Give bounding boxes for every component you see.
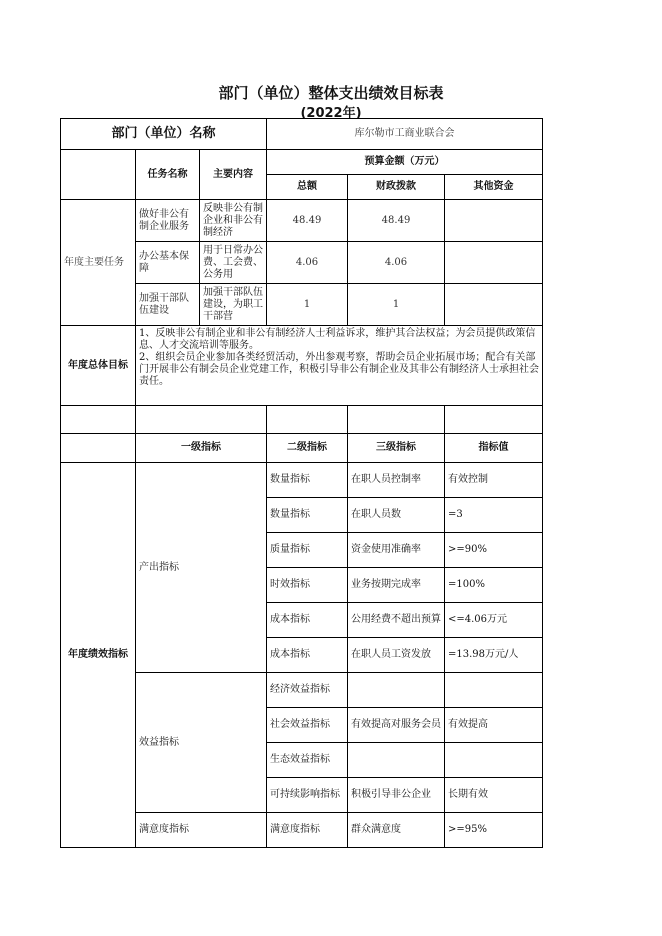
level3-cell [348, 673, 445, 708]
blank-cell [61, 406, 136, 434]
level3-cell: 资金使用准确率 [348, 533, 445, 568]
main-content-header: 主要内容 [200, 150, 267, 200]
performance-table [60, 118, 543, 848]
level2-cell: 数量指标 [267, 498, 348, 533]
overall-goal-text: 1、反映非公有制企业和非公有制经济人士利益诉求，维护其合法权益；为会员提供政策信息、人才交流培训等服务。 2、组织会员企业参加各类经贸活动，外出参观考察，帮助会员企业拓展市场；配合有关部门开展非公有制会员企业党建工作，积极引导非公有制企业及其非公有制经济人士承担社会责任。 [136, 326, 543, 406]
annual-task-label: 年度主要任务 [61, 200, 136, 326]
task-other [445, 242, 543, 284]
value-cell: <=4.06万元 [445, 603, 543, 638]
blank-row [61, 406, 543, 434]
level2-cell: 经济效益指标 [267, 673, 348, 708]
task-content: 用于日常办公费、工会费、公务用 [200, 242, 267, 284]
value-header: 指标值 [445, 434, 543, 463]
level1-satisfaction: 满意度指标 [136, 813, 267, 848]
value-cell: =100% [445, 568, 543, 603]
blank-cell [61, 434, 136, 463]
task-name: 加强干部队伍建设 [136, 284, 200, 326]
other-header: 其他资金 [445, 175, 543, 200]
level3-cell: 在职人员工资发放 [348, 638, 445, 673]
level2-cell: 数量指标 [267, 463, 348, 498]
blank-cell [348, 406, 445, 434]
task-other [445, 200, 543, 242]
task-fiscal: 4.06 [348, 242, 445, 284]
level3-cell: 公用经费不超出预算 [348, 603, 445, 638]
level1-benefit: 效益指标 [136, 673, 267, 813]
page-subtitle-year: (2022年) [300, 106, 362, 121]
budget-header: 预算金额（万元） [267, 150, 543, 175]
level3-cell: 群众满意度 [348, 813, 445, 848]
indicator-row [61, 463, 543, 498]
task-content: 加强干部队伍建设，为职工干部营 [200, 284, 267, 326]
overall-goal-label: 年度总体目标 [61, 326, 136, 406]
blank-cell [445, 406, 543, 434]
level2-cell: 生态效益指标 [267, 743, 348, 778]
level3-cell [348, 743, 445, 778]
blank-cell [61, 150, 136, 200]
task-name: 办公基本保障 [136, 242, 200, 284]
value-cell: =13.98万元/人 [445, 638, 543, 673]
level2-cell: 质量指标 [267, 533, 348, 568]
level2-cell: 可持续影响指标 [267, 778, 348, 813]
value-cell: =3 [445, 498, 543, 533]
task-other [445, 284, 543, 326]
value-cell: 有效控制 [445, 463, 543, 498]
level3-header: 三级指标 [348, 434, 445, 463]
level1-header: 一级指标 [136, 434, 267, 463]
value-cell: >=95% [445, 813, 543, 848]
level3-cell: 业务按期完成率 [348, 568, 445, 603]
task-fiscal: 48.49 [348, 200, 445, 242]
overall-goal-row [61, 326, 543, 406]
blank-cell [136, 406, 267, 434]
value-cell [445, 673, 543, 708]
perf-label: 年度绩效指标 [61, 463, 136, 848]
value-cell: >=90% [445, 533, 543, 568]
task-total: 48.49 [267, 200, 348, 242]
task-name: 做好非公有制企业服务 [136, 200, 200, 242]
value-cell [445, 743, 543, 778]
task-name-header: 任务名称 [136, 150, 200, 200]
level3-cell: 在职人员数 [348, 498, 445, 533]
page-title: 部门（单位）整体支出绩效目标表 [218, 84, 444, 102]
level2-cell: 满意度指标 [267, 813, 348, 848]
level2-cell: 成本指标 [267, 638, 348, 673]
total-header: 总额 [267, 175, 348, 200]
value-cell: 长期有效 [445, 778, 543, 813]
task-content: 反映非公有制企业和非公有制经济 [200, 200, 267, 242]
dept-label: 部门（单位）名称 [61, 119, 267, 150]
task-fiscal: 1 [348, 284, 445, 326]
level2-cell: 时效指标 [267, 568, 348, 603]
task-total: 4.06 [267, 242, 348, 284]
task-row [61, 200, 543, 242]
indicator-header-row [61, 434, 543, 463]
task-total: 1 [267, 284, 348, 326]
level3-cell: 有效提高对服务会员 [348, 708, 445, 743]
level2-cell: 社会效益指标 [267, 708, 348, 743]
level2-cell: 成本指标 [267, 603, 348, 638]
level2-header: 二级指标 [267, 434, 348, 463]
value-cell: 有效提高 [445, 708, 543, 743]
level3-cell: 积极引导非公企业 [348, 778, 445, 813]
level3-cell: 在职人员控制率 [348, 463, 445, 498]
dept-name: 库尔勒市工商业联合会 [267, 119, 543, 150]
dept-row [61, 119, 543, 150]
blank-cell [267, 406, 348, 434]
fiscal-header: 财政拨款 [348, 175, 445, 200]
budget-header-row-1 [61, 150, 543, 175]
level1-output: 产出指标 [136, 463, 267, 673]
